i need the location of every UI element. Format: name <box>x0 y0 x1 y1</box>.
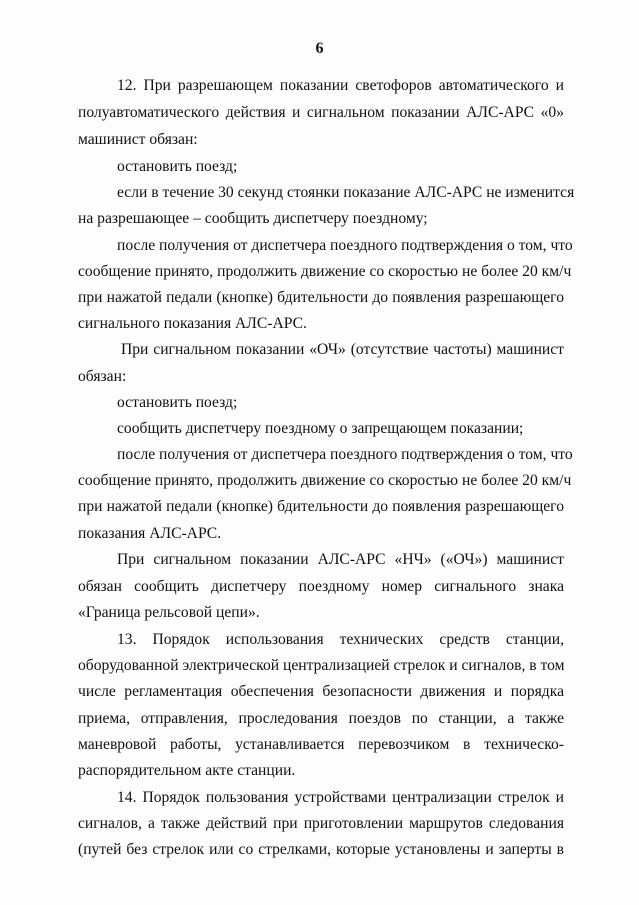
text-line: полуавтоматического действия и сигнальном показании АЛС-АРС «0» <box>78 104 564 121</box>
text-line: При сигнальном показании АЛС-АРС «НЧ» («ОЧ») машинист <box>117 551 564 568</box>
text-line: сигналов, а также действий при приготовлении маршрутов следования <box>78 815 564 832</box>
text-line: после получения от диспетчера поездного подтверждения о том, что <box>117 446 573 463</box>
text-line: при нажатой педали (кнопке) бдительности до появления разрешающего <box>78 289 564 306</box>
text-line: машинист обязан: <box>78 131 198 148</box>
text-line: «Граница рельсовой цепи». <box>78 604 260 621</box>
text-line: числе регламентация обеспечения безопасности движения и порядка <box>78 683 564 700</box>
text-line: сообщить диспетчеру поездному о запрещающем показании; <box>117 420 524 437</box>
text-line: (путей без стрелок или со стрелками, которые установлены и заперты в <box>78 841 564 858</box>
text-line: 12. При разрешающем показании светофоров автоматического и <box>117 77 564 94</box>
text-line: показания АЛС-АРС. <box>78 525 222 542</box>
text-line: приема, отправления, проследования поездов по станции, а также <box>78 710 564 727</box>
text-line: если в течение 30 секунд стоянки показание АЛС-АРС не изменится <box>117 184 575 201</box>
text-line: при нажатой педали (кнопке) бдительности до появления разрешающего <box>78 498 564 515</box>
text-line: сообщение принято, продолжить движение со скоростью не более 20 км/ч <box>78 263 572 280</box>
text-line: оборудованной электрической централизацией стрелок и сигналов, в том <box>78 657 565 674</box>
text-line: после получения от диспетчера поездного подтверждения о том, что <box>117 237 573 254</box>
text-line: остановить поезд; <box>117 394 238 411</box>
text-line: остановить поезд; <box>117 158 238 175</box>
text-line: маневровой работы, устанавливается перевозчиком в техническо- <box>78 736 564 753</box>
text-line: 14. Порядок пользования устройствами централизации стрелок и <box>117 789 564 806</box>
text-line: обязан: <box>78 368 127 385</box>
text-line: 13. Порядок использования технических средств станции, <box>117 631 564 648</box>
page-number: 6 <box>315 40 324 57</box>
text-line: сообщение принято, продолжить движение со скоростью не более 20 км/ч <box>78 472 572 489</box>
text-line: При сигнальном показании «ОЧ» (отсутствие частоты) машинист <box>121 341 564 358</box>
text-line: на разрешающее – сообщить диспетчеру поездному; <box>78 210 428 227</box>
text-line: обязан сообщить диспетчеру поездному номер сигнального знака <box>78 578 564 595</box>
text-line: сигнального показания АЛС-АРС. <box>78 315 307 332</box>
text-line: распорядительном акте станции. <box>78 762 296 779</box>
